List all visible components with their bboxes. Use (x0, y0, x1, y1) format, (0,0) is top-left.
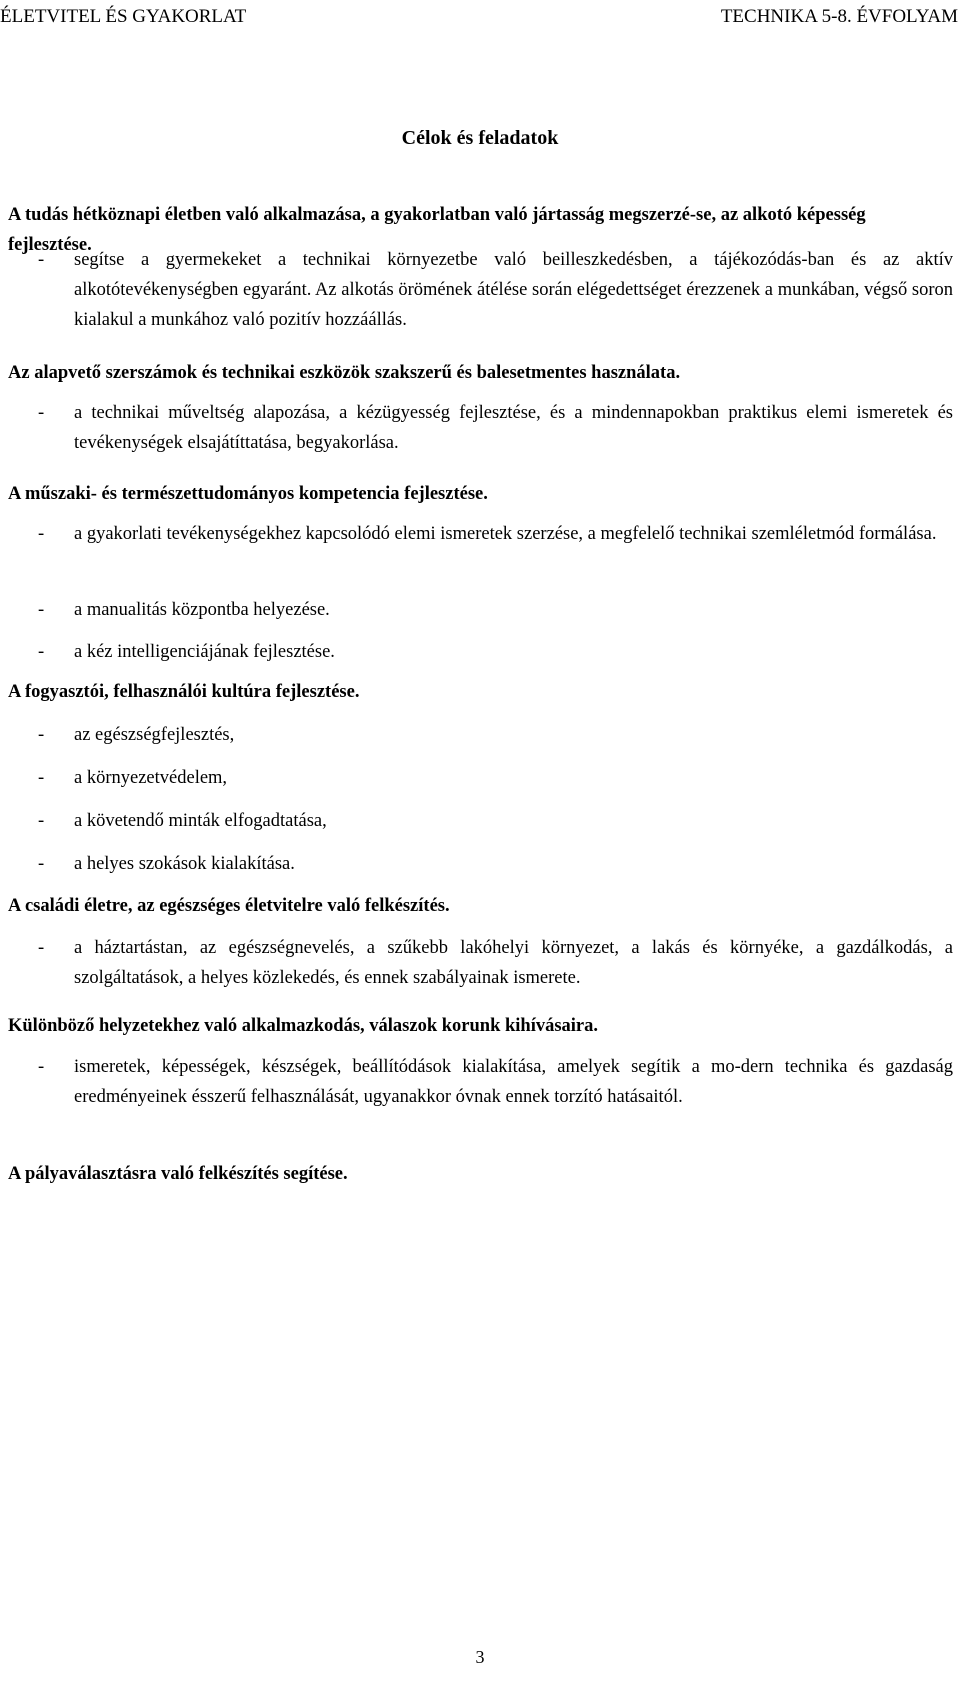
section-heading-3: A műszaki- és természettudományos kompetencia fejlesztése. (8, 484, 488, 504)
list-item (38, 763, 953, 793)
list-item-text: a manualitás központba helyezése. (74, 600, 330, 620)
section-heading-2: Az alapvető szerszámok és technikai eszközök szakszerű és balesetmentes használata. (8, 363, 681, 383)
list-item-text: az egészségfejlesztés, (74, 725, 235, 745)
list-item (38, 637, 953, 667)
list-item (38, 1052, 953, 1112)
dash-bullet: - (38, 1057, 45, 1077)
dash-bullet: - (38, 250, 45, 270)
dash-bullet: - (38, 524, 45, 544)
list-item-text: a kéz intelligenciájának fejlesztése. (74, 642, 335, 662)
header-left-title: ÉLETVITEL ÉS GYAKORLAT (0, 6, 247, 27)
section-heading-6: Különböző helyzetekhez való alkalmazkodás, válaszok korunk kihívásaira. (8, 1016, 599, 1036)
list-item-text: a gyakorlati tevékenységekhez kapcsolódó elemi ismeretek szerzése, a megfelelő technikai szemléletmód formálása. (74, 524, 937, 544)
page-title: Célok és feladatok (401, 127, 559, 149)
dash-bullet: - (38, 725, 45, 745)
list-item-text: a követendő minták elfogadtatása, (74, 811, 327, 831)
page-number: 3 (475, 1647, 485, 1667)
dash-bullet: - (38, 600, 45, 620)
list-item-text: a helyes szokások kialakítása. (74, 854, 295, 874)
dash-bullet: - (38, 854, 45, 874)
list-item-text: a technikai műveltség alapozása, a kézügyesség fejlesztése, és a mindennapokban praktikus elemi ismeretek és tevékenységek elsajátíttatása, begyakorlása. (74, 403, 953, 453)
list-item-text: a háztartástan, az egészségnevelés, a szűkebb lakóhelyi környezet, a lakás és környéke, a gazdálkodás, a szolgáltatások, a helyes közlekedés, és ennek szabályainak ismerete. (74, 938, 953, 988)
list-item (38, 245, 953, 335)
section-heading-4: A fogyasztói, felhasználói kultúra fejlesztése. (8, 682, 360, 702)
dash-bullet: - (38, 642, 45, 662)
list-item (38, 398, 953, 458)
list-item (38, 849, 953, 879)
dash-bullet: - (38, 938, 45, 958)
list-item (38, 519, 953, 549)
list-item (38, 933, 953, 993)
dash-bullet: - (38, 811, 45, 831)
list-item-text: segítse a gyermekeket a technikai környezetbe való beilleszkedésben, a tájékozódás-ban és az aktív alkotótevékenységben egyaránt. Az alkotás örömének átélése során elégedettséget érezzenek a munkában, végső soron kialakul a munkához való pozitív hozzáállás. (74, 250, 953, 330)
list-item (38, 595, 953, 625)
list-item (38, 806, 953, 836)
list-item-text: ismeretek, képességek, készségek, beállítódások kialakítása, amelyek segítik a mo-dern technika és gazdaság eredményeinek ésszerű felhasználását, ugyanakkor óvnak ennek torzító hatásaitól. (74, 1057, 953, 1107)
list-item-text: a környezetvédelem, (74, 768, 228, 788)
section-heading-1: A tudás hétköznapi életben való alkalmazása, a gyakorlatban való jártasság megszerzé-se, az alkotó képesség fejlesztése. (8, 205, 866, 255)
page-header (0, 4, 960, 30)
section-heading-7: A pályaválasztásra való felkészítés segítése. (8, 1164, 348, 1184)
section-heading-5: A családi életre, az egészséges életvitelre való felkészítés. (8, 896, 450, 916)
dash-bullet: - (38, 768, 45, 788)
dash-bullet: - (38, 403, 45, 423)
list-item (38, 720, 953, 750)
header-right-title: TECHNIKA 5-8. ÉVFOLYAM (720, 6, 958, 27)
